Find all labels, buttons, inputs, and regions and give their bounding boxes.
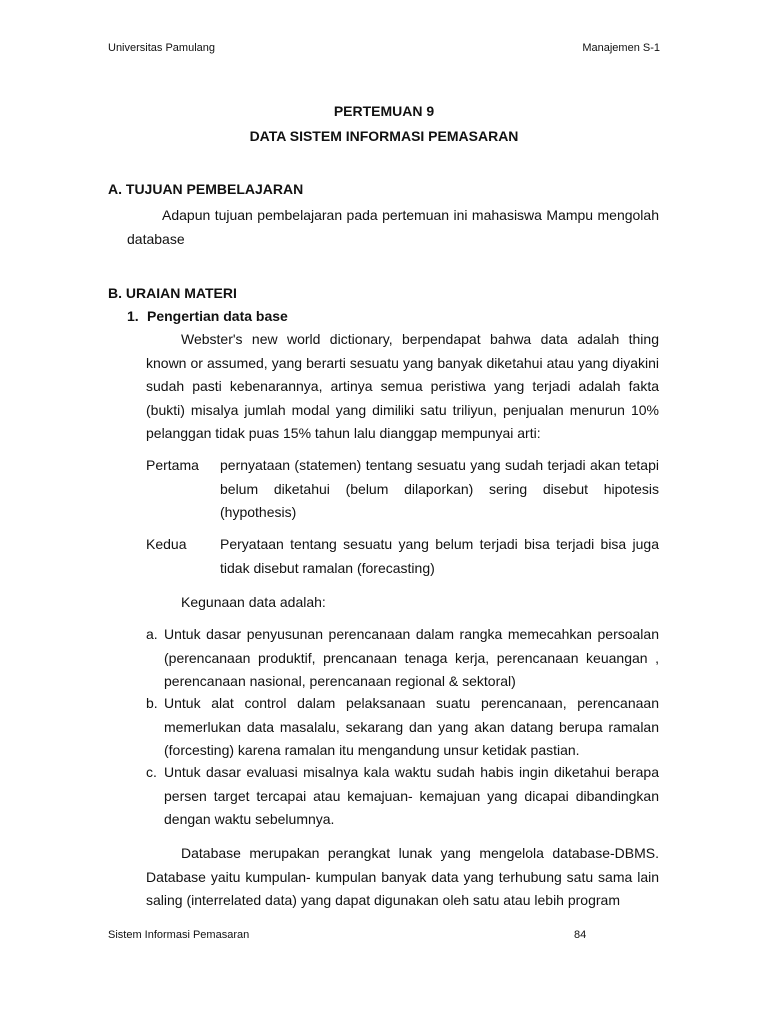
subsection-title: Pengertian data base [147,308,288,324]
header-institution: Universitas Pamulang [108,42,215,54]
kegunaan-intro: Kegunaan data adalah: [181,594,326,610]
header-program: Manajemen S-1 [582,42,660,54]
definition-term-1: Pertama [146,457,199,473]
page-title-meeting: PERTEMUAN 9 [333,103,435,119]
section-b-heading: B. URAIAN MATERI [108,285,237,301]
definition-text-2: Peryataan tentang sesuatu yang belum terjadi bisa terjadi bisa juga tidak disebut ramalan (forecasting) [220,536,659,576]
list-item-a: Untuk dasar penyusunan perencanaan dalam rangka memecahkan persoalan (perencanaan produktif, prencanaan tenaga kerja, perencanaan keuangan , perencanaan nasional, perencanaan regional & sektoral) [164,626,659,689]
database-paragraph: Database merupakan perangkat lunak yang mengelola database-DBMS. Database yaitu kumpulan- kumpulan banyak data yang terhubung satu sama lain saling (interrelated data) yang dapat digunakan oleh satu atau lebih program [146,845,659,908]
definition-text-1: pernyataan (statemen) tentang sesuatu yang sudah terjadi akan tetapi belum diketahui (belum dilaporkan) sering disebut hipotesis (hypothesis) [220,457,659,520]
list-marker-b: b. [146,695,158,711]
definition-paragraph: Webster's new world dictionary, berpendapat bahwa data adalah thing known or assumed, yang berarti sesuatu yang banyak diketahui atau yang diyakini sudah pasti kebenarannya, artinya semua peristiwa yang terjadi adalah fakta (bukti) misalya jumlah modal yang dimiliki satu triliyun, penjualan menurun 10% pelanggan tidak puas 15% tahun lalu dianggap mempunyai arti: [146,331,659,441]
section-a-paragraph: Adapun tujuan pembelajaran pada pertemuan ini mahasiswa Mampu mengolah database [127,207,659,247]
subsection-number: 1. [127,308,139,324]
footer-course-title: Sistem Informasi Pemasaran [108,929,250,941]
subsection-heading [127,307,288,325]
list-marker-c: c. [146,764,157,780]
list-item-c: Untuk dasar evaluasi misalnya kala waktu sudah habis ingin diketahui berapa persen target tercapai atau kemajuan- kemajuan yang dicapai dibandingkan dengan waktu sebelumnya. [164,764,659,827]
definition-term-2: Kedua [146,536,187,552]
page-title-topic: DATA SISTEM INFORMASI PEMASARAN [249,128,519,144]
list-marker-a: a. [146,626,158,642]
section-a-heading: A. TUJUAN PEMBELAJARAN [108,181,304,197]
page-number: 84 [574,929,587,941]
list-item-b: Untuk alat control dalam pelaksanaan suatu perencanaan, perencanaan memerlukan data masalalu, sekarang dan yang akan datang berupa ramalan (forcesting) karena ramalan itu mengandung unsur ketidak pastian. [164,695,659,758]
